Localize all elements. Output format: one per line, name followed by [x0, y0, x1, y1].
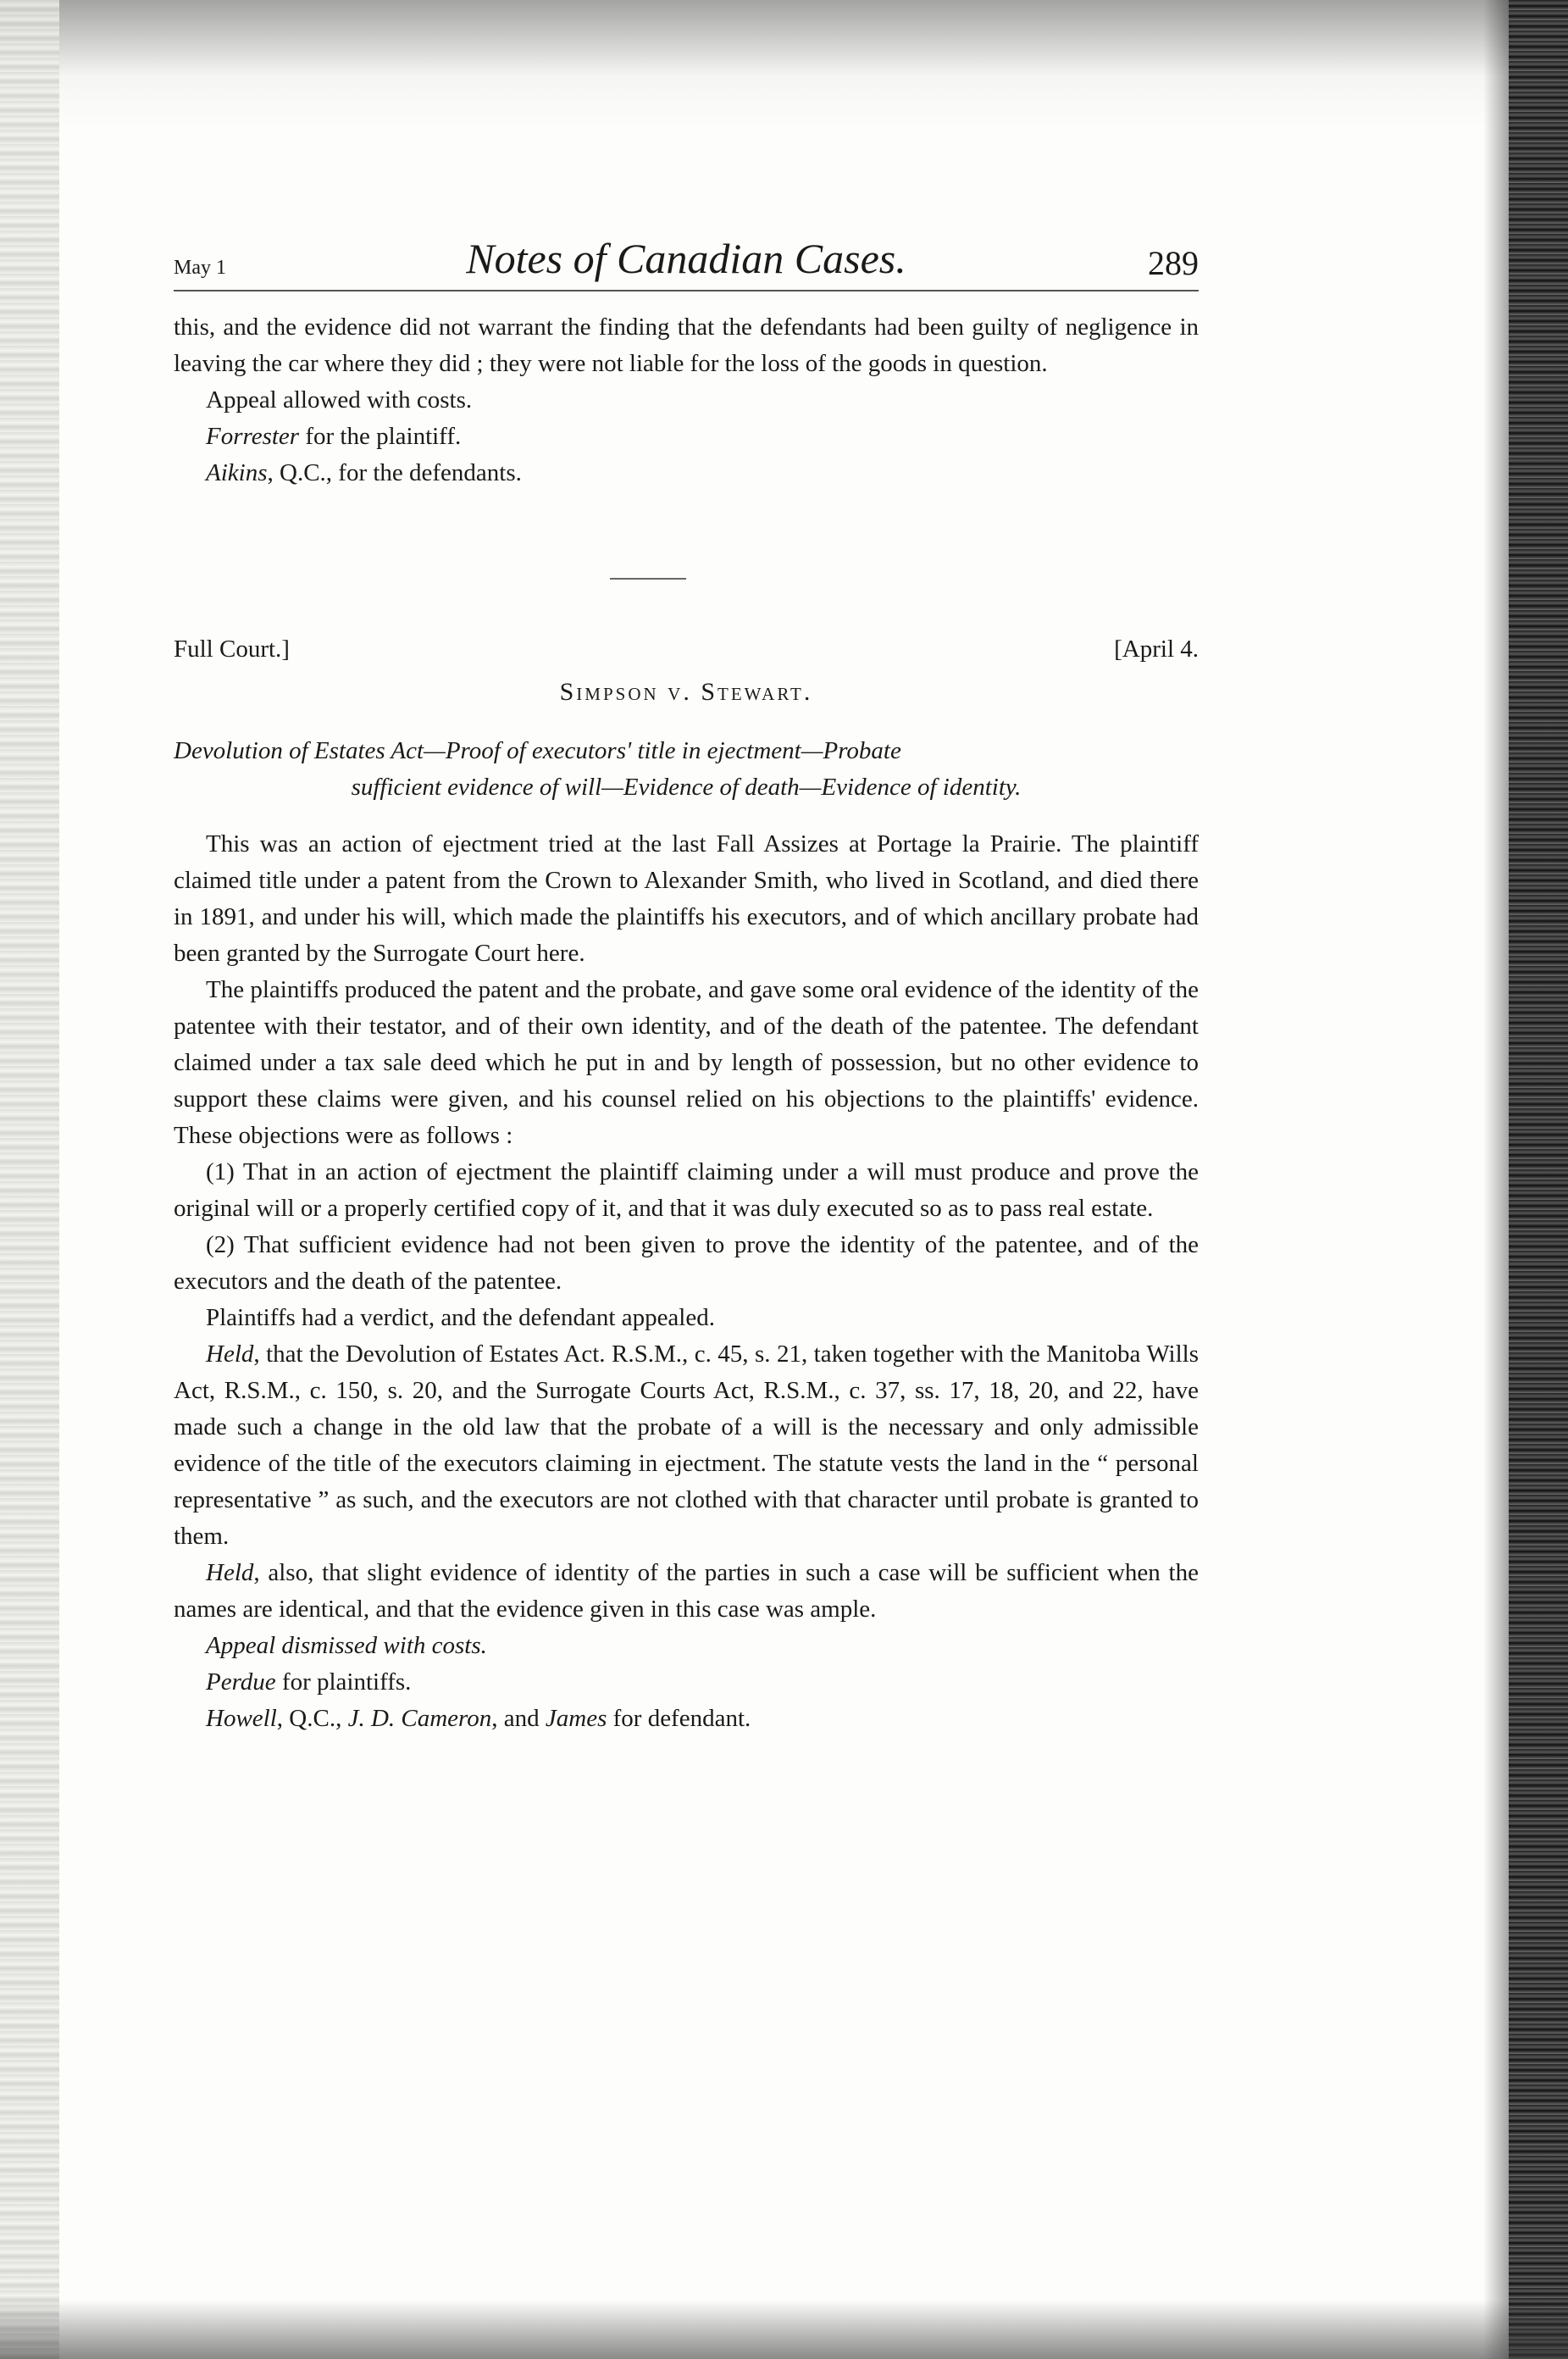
objection-2: (2) That sufficient evidence had not been given to prove the identity of the patentee, and of the executors and the death of the patentee.: [174, 1231, 1199, 1295]
scan-edge-right: [1509, 0, 1568, 2359]
scan-edge-top: [0, 0, 1568, 127]
headnote: [174, 733, 1199, 806]
scan-edge-bottom: [0, 2300, 1568, 2359]
running-head: [174, 229, 1199, 291]
counsel-defendant-top: [174, 455, 1199, 491]
case-body: [174, 826, 1199, 1737]
held-paragraph-2: [174, 1555, 1199, 1628]
counsel-role: for plaintiffs.: [275, 1668, 412, 1696]
scan-shadow-right: [1483, 0, 1509, 2359]
section-divider: [610, 578, 686, 580]
case-title: Simpson v. Stewart.: [559, 678, 813, 706]
headnote-line-2: sufficient evidence of will—Evidence of death—Evidence of identity.: [351, 774, 1022, 801]
counsel-separator: , Q.C.,: [276, 1705, 348, 1732]
held-text: , that the Devolution of Estates Act. R.S.M., c. 45, s. 21, taken together with the Manitoba Wills Act, R.S.M., c. 150, s. 20, and the Surrogate Courts Act, R.S.M., c. 37, ss. 17, 18, 20, and 22, have made such a change in the old law that the probate of a will is the necessary and only admissible evidence of the title of the executors claiming in ejectment. The statute vests the land in the “ personal representative ” as such, and the executors are not clothed with that character until probate is granted to them.: [174, 1340, 1199, 1550]
counsel-role: , Q.C., for the defendants.: [267, 459, 522, 486]
headnote-line-1: Devolution of Estates Act—Proof of executors' title in ejectment—Probate: [174, 737, 901, 764]
counsel-name: Howell: [206, 1705, 277, 1732]
decision-date: [April 4.: [1114, 636, 1199, 663]
scan-edge-left: [0, 0, 59, 2359]
counsel-name: Perdue: [206, 1668, 276, 1696]
continued-paragraph: this, and the evidence did not warrant the finding that the defendants had been guilty of negligence in leaving the car where they did ; they were not liable for the loss of the goods in question.: [174, 314, 1199, 377]
counsel-role: for the plaintiff.: [299, 423, 462, 450]
court-line: [174, 636, 1199, 669]
objection-1: (1) That in an action of ejectment the plaintiff claiming under a will must produce and prove the original will or a properly certified copy of it, and that it was duly executed so as to pass real estate.: [174, 1158, 1199, 1222]
counsel-name: Aikins: [206, 459, 268, 486]
held-text: , also, that slight evidence of identity of the parties in such a case will be sufficient when the names are identical, and that the evidence given in this case was ample.: [174, 1559, 1199, 1623]
counsel-name: Forrester: [206, 423, 300, 450]
counsel-separator: , and: [491, 1705, 546, 1732]
counsel-name: James: [545, 1705, 607, 1732]
held-word: Held: [206, 1559, 254, 1586]
disposition-bottom: Appeal dismissed with costs.: [206, 1632, 487, 1659]
header-title: Notes of Canadian Cases.: [466, 235, 906, 282]
court-name: Full Court.]: [174, 636, 290, 663]
counsel-name: J. D. Cameron: [347, 1705, 492, 1732]
verdict-paragraph: Plaintiffs had a verdict, and the defendant appealed.: [206, 1304, 715, 1331]
top-section: [174, 309, 1199, 491]
held-word: Held: [206, 1340, 254, 1368]
counsel-plaintiff-top: [174, 419, 1199, 455]
header-month: May 1: [174, 257, 226, 279]
page-number: 289: [1148, 244, 1199, 282]
counsel-plaintiff: [174, 1664, 1199, 1701]
body-paragraph: The plaintiffs produced the patent and the probate, and gave some oral evidence of the identity of the patentee with their testator, and of their own identity, and of the death of the patentee. The defendant claimed under a tax sale deed which he put in and by length of possession, but no other evidence to support these claims were given, and his counsel relied on his objections to the plaintiffs' evidence. These objections were as follows :: [174, 976, 1199, 1149]
body-paragraph: This was an action of ejectment tried at the last Fall Assizes at Portage la Prairie. The plaintiff claimed title under a patent from the Crown to Alexander Smith, who lived in Scotland, and died there in 1891, and under his will, which made the plaintiffs his executors, and of which ancillary probate had been granted by the Surrogate Court here.: [174, 830, 1199, 967]
counsel-defendant: [174, 1701, 1199, 1737]
disposition-top: Appeal allowed with costs.: [206, 386, 473, 414]
counsel-role: for defendant.: [607, 1705, 751, 1732]
held-paragraph-1: [174, 1336, 1199, 1555]
